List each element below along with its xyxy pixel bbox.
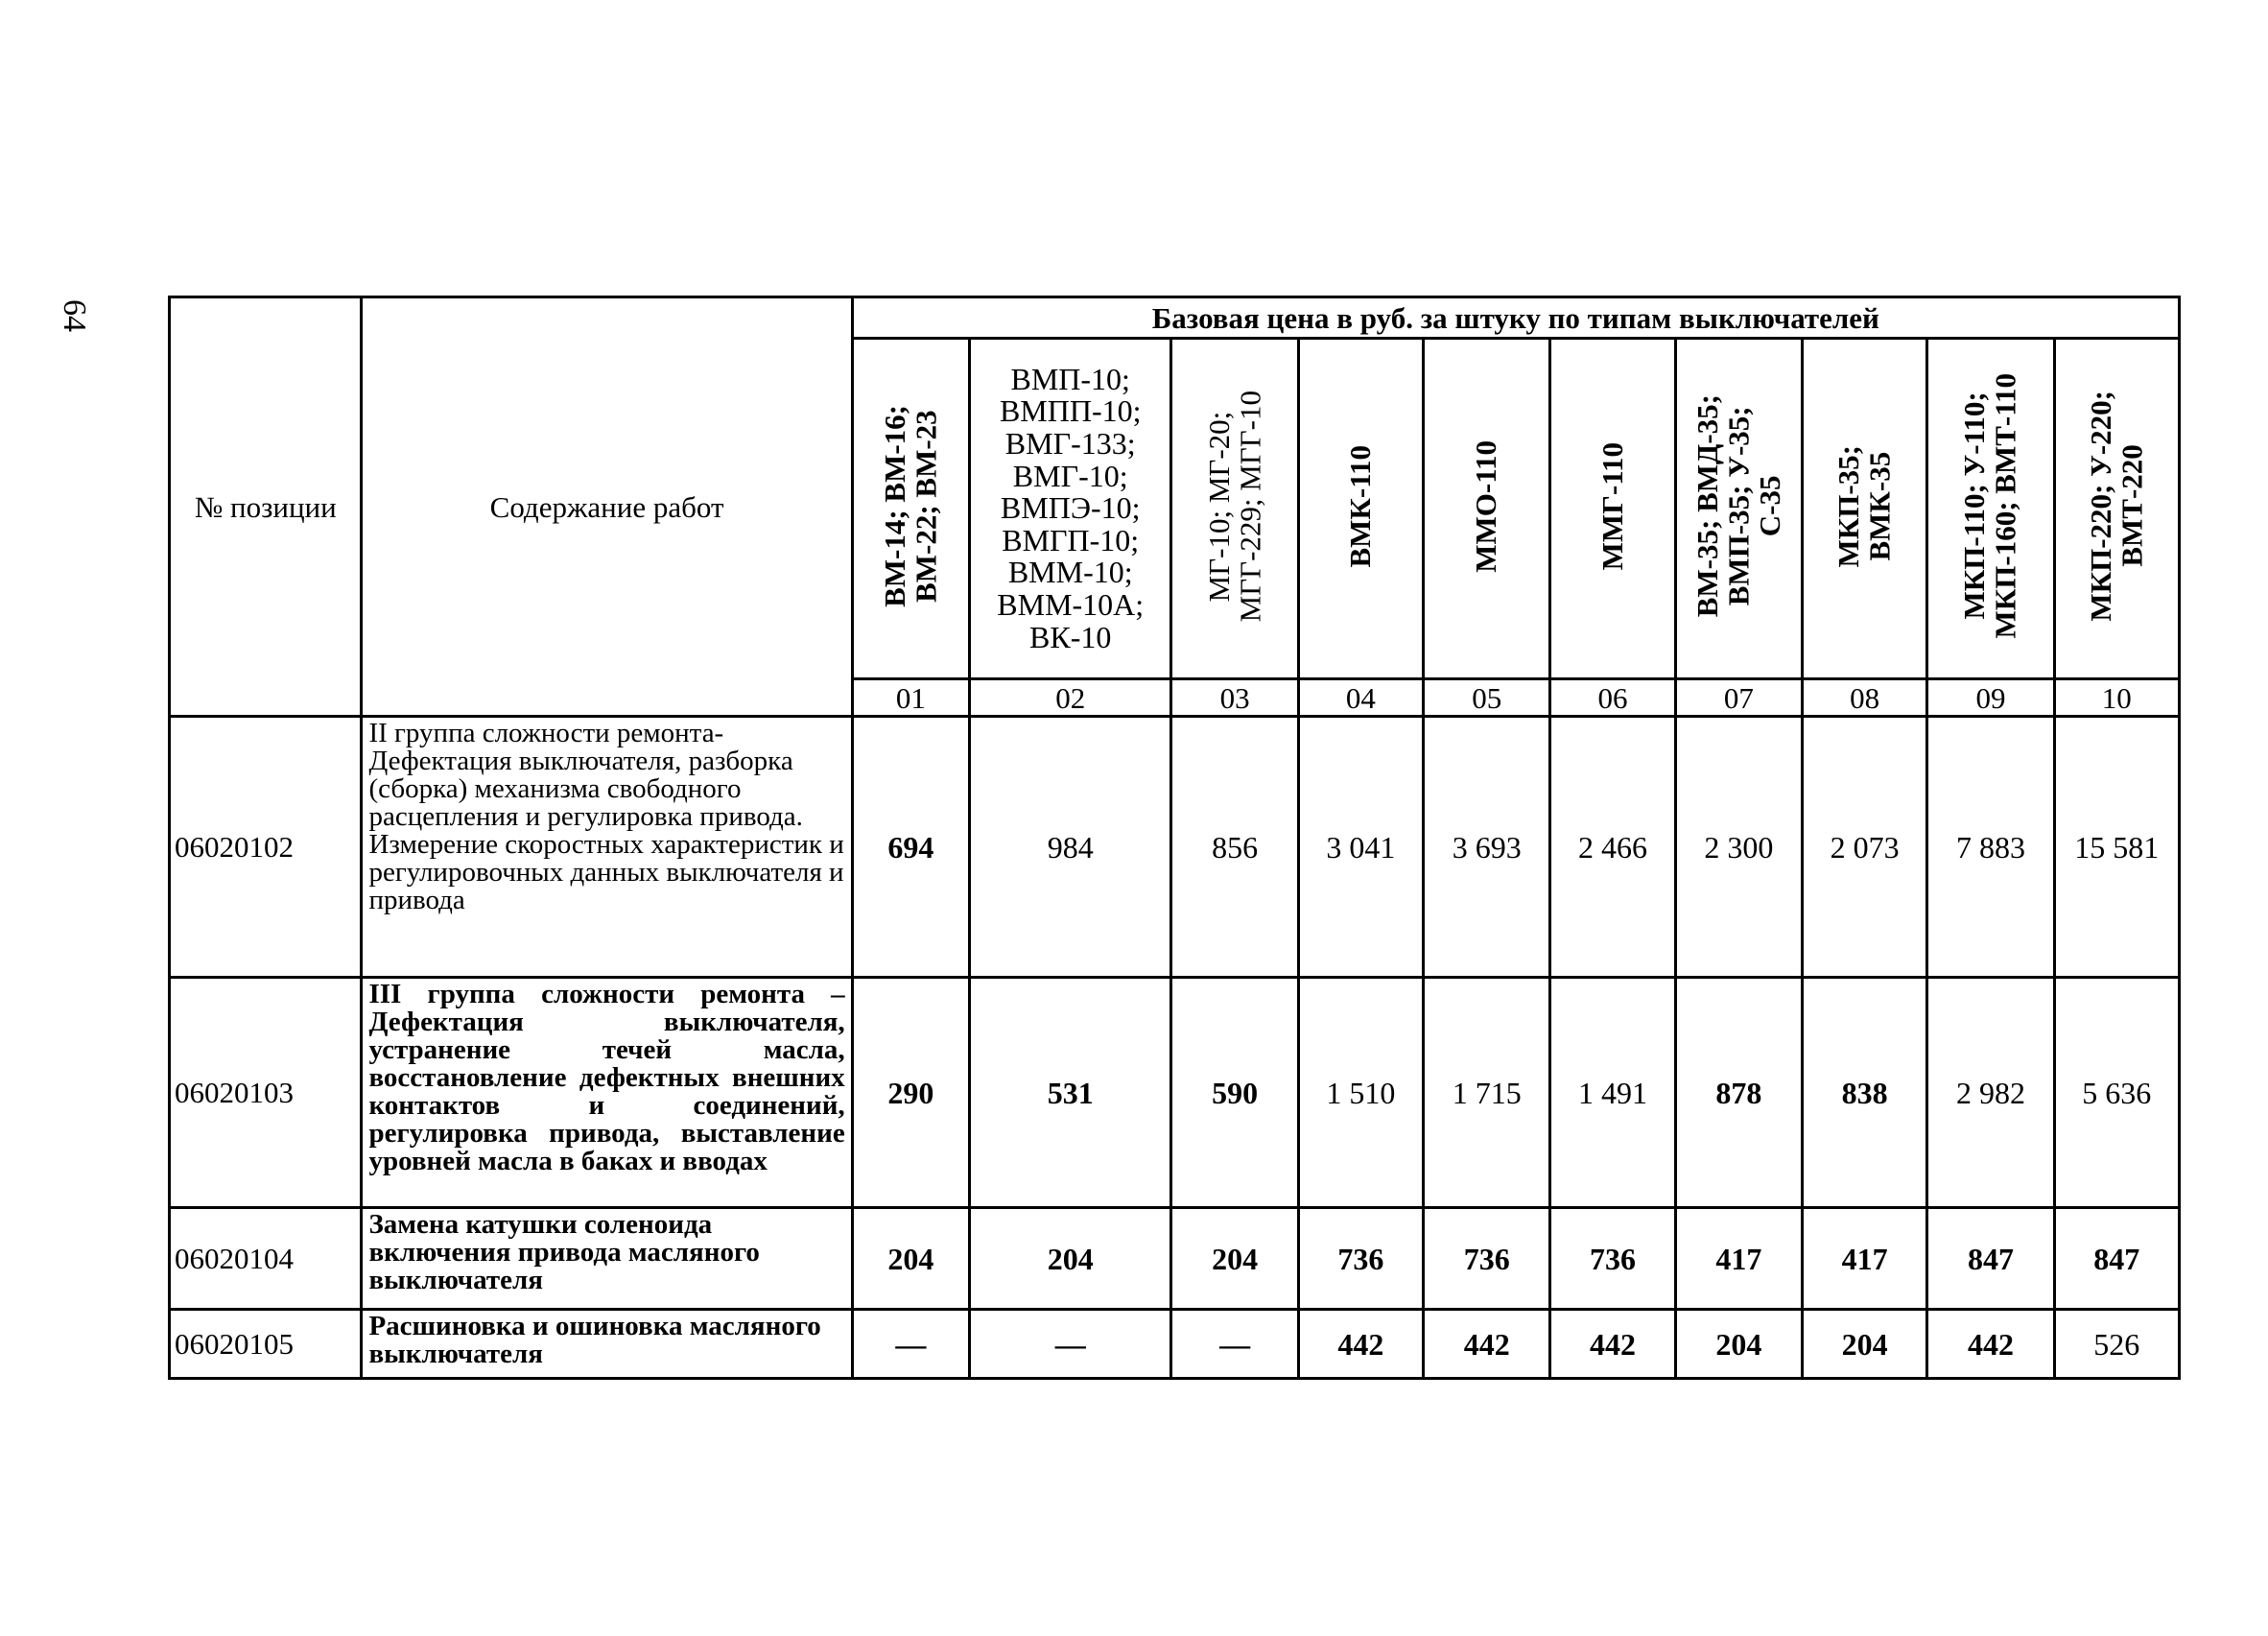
price-value: 2 300 <box>1675 717 1802 978</box>
type-code: 10 <box>2054 679 2179 717</box>
breaker-type-name: ВМК-110 <box>1343 444 1378 568</box>
price-value: 590 <box>1171 978 1298 1208</box>
breaker-type-header <box>1550 339 1675 679</box>
price-value: 2 073 <box>1803 717 1927 978</box>
page-number: 64 <box>57 299 92 332</box>
price-value: 204 <box>852 1208 969 1310</box>
price-value: 736 <box>1550 1208 1675 1310</box>
price-value: 3 041 <box>1298 717 1423 978</box>
price-value: 15 581 <box>2054 717 2179 978</box>
work-description: Расшиновка и ошиновка масляного выключателя <box>362 1310 852 1379</box>
type-code: 07 <box>1675 679 1802 717</box>
price-value: 290 <box>852 978 969 1208</box>
type-code: 06 <box>1550 679 1675 717</box>
price-value: 847 <box>2054 1208 2179 1310</box>
price-value: 3 693 <box>1424 717 1550 978</box>
breaker-type-header <box>852 339 969 679</box>
breaker-type-name: МКП-110; У-110; МКП-160; ВМТ-110 <box>1957 373 2022 639</box>
table-row <box>170 717 2180 978</box>
price-value: 878 <box>1675 978 1802 1208</box>
price-value: 838 <box>1803 978 1927 1208</box>
breaker-type-name: ВМП-10; ВМПП-10; ВМГ-133; ВМГ-10; ВМПЭ-10; ВМГП-10; ВММ-10; ВММ-10А; ВК-10 <box>997 361 1145 654</box>
price-value: 442 <box>1550 1310 1675 1379</box>
price-value: 736 <box>1298 1208 1423 1310</box>
table-row <box>170 978 2180 1208</box>
price-value: 204 <box>1675 1310 1802 1379</box>
price-value: 204 <box>1171 1208 1298 1310</box>
breaker-type-name: ММГ-110 <box>1595 441 1629 571</box>
breaker-type-header <box>969 339 1171 679</box>
work-column-header: Содержание работ <box>362 297 852 717</box>
breaker-type-name: МГ-10; МГ-20; МГГ-229; МГГ-10 <box>1201 390 1267 623</box>
breaker-type-name: МКП-35; ВМК-35 <box>1831 444 1897 568</box>
work-description: Замена катушки соленоида включения привода масляного выключателя <box>362 1208 852 1310</box>
price-value: 1 510 <box>1298 978 1423 1208</box>
work-description: III группа сложности ремонта – Дефектация выключателя, устранение течей масла, восстановление дефектных внешних контактов и соединений, регулировка привода, выставление уровней масла в баках и вводах <box>362 978 852 1208</box>
type-code: 04 <box>1298 679 1423 717</box>
breaker-type-header <box>1927 339 2054 679</box>
breaker-type-header <box>1171 339 1298 679</box>
price-value: 1 491 <box>1550 978 1675 1208</box>
position-code: 06020105 <box>170 1310 362 1379</box>
breaker-type-header <box>1424 339 1550 679</box>
price-group-header: Базовая цена в руб. за штуку по типам выключателей <box>852 297 2179 339</box>
price-value: 984 <box>969 717 1171 978</box>
price-value: 1 715 <box>1424 978 1550 1208</box>
price-value: — <box>969 1310 1171 1379</box>
price-value: 2 982 <box>1927 978 2054 1208</box>
price-value: 442 <box>1298 1310 1423 1379</box>
position-code: 06020103 <box>170 978 362 1208</box>
price-value: 442 <box>1424 1310 1550 1379</box>
breaker-type-name: МКП-220; У-220; ВМТ-220 <box>2083 391 2149 622</box>
position-code: 06020104 <box>170 1208 362 1310</box>
price-value: 526 <box>2054 1310 2179 1379</box>
breaker-type-header <box>1675 339 1802 679</box>
type-code: 03 <box>1171 679 1298 717</box>
price-value: 442 <box>1927 1310 2054 1379</box>
breaker-type-name: ММО-110 <box>1469 439 1503 573</box>
position-column-header: № позиции <box>170 297 362 717</box>
breaker-type-header <box>1803 339 1927 679</box>
breaker-type-header <box>2054 339 2179 679</box>
type-code: 01 <box>852 679 969 717</box>
price-value: 204 <box>1803 1310 1927 1379</box>
price-value: 2 466 <box>1550 717 1675 978</box>
breaker-type-header <box>1298 339 1423 679</box>
price-value: 417 <box>1675 1208 1802 1310</box>
price-value: 856 <box>1171 717 1298 978</box>
price-value: 847 <box>1927 1208 2054 1310</box>
price-value: 5 636 <box>2054 978 2179 1208</box>
work-description: II группа сложности ремонта-Дефектация выключателя, разборка (сборка) механизма свободного расцепления и регулировка привода. Измерение скоростных характеристик и регулировочных данных выключателя и привода <box>362 717 852 978</box>
type-code: 05 <box>1424 679 1550 717</box>
price-value: 7 883 <box>1927 717 2054 978</box>
breaker-type-name: ВМ-35; ВМД-35; ВМП-35; У-35; С-35 <box>1689 394 1786 618</box>
price-value: 736 <box>1424 1208 1550 1310</box>
type-code: 09 <box>1927 679 2054 717</box>
price-value: 531 <box>969 978 1171 1208</box>
table-row <box>170 1208 2180 1310</box>
price-value: 694 <box>852 717 969 978</box>
type-code: 08 <box>1803 679 1927 717</box>
price-value: — <box>852 1310 969 1379</box>
breaker-type-name: ВМ-14; ВМ-16; ВМ-22; ВМ-23 <box>877 405 943 607</box>
price-value: 417 <box>1803 1208 1927 1310</box>
price-value: — <box>1171 1310 1298 1379</box>
table-row <box>170 1310 2180 1379</box>
price-value: 204 <box>969 1208 1171 1310</box>
type-code: 02 <box>969 679 1171 717</box>
position-code: 06020102 <box>170 717 362 978</box>
price-table <box>168 296 2181 1380</box>
